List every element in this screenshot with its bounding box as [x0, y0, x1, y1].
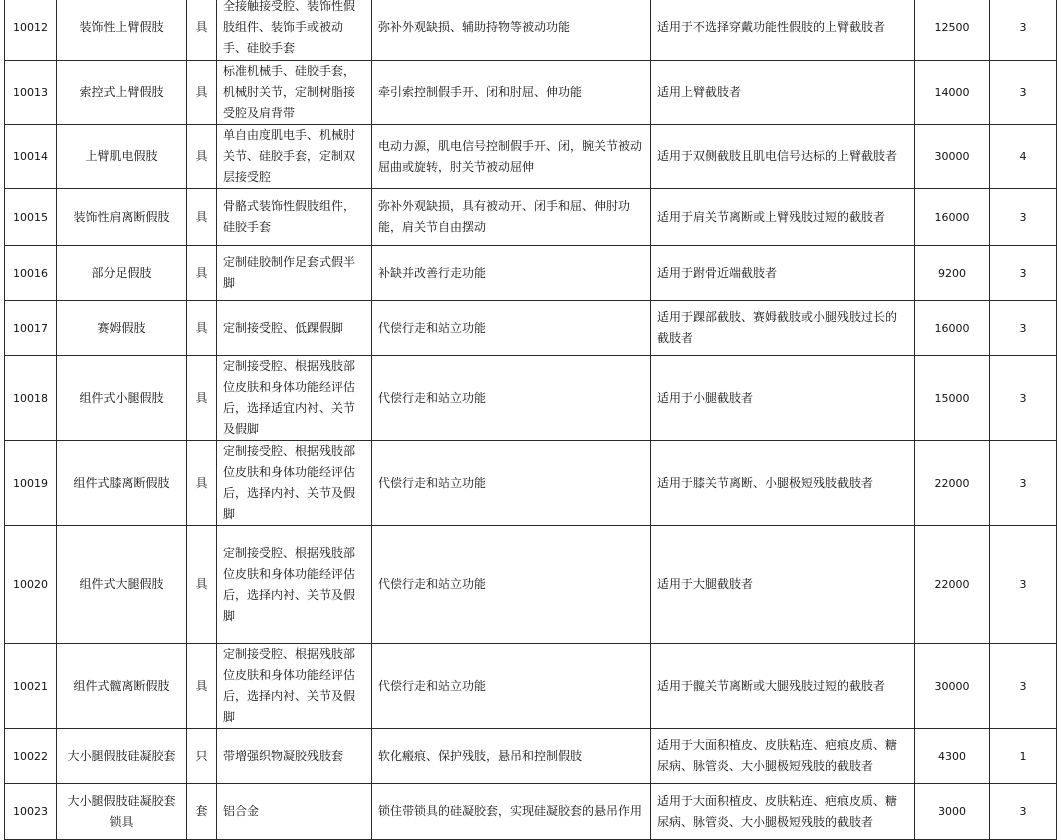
- item-name: 上臂肌电假肢: [57, 125, 187, 189]
- item-scope: 适用于小腿截肢者: [651, 356, 915, 441]
- item-unit: 具: [187, 526, 217, 644]
- table-row: [5, 301, 1057, 356]
- item-name: 大小腿假肢硅凝胶套锁具: [57, 784, 187, 840]
- item-unit: 具: [187, 644, 217, 729]
- item-price: 12500: [915, 0, 990, 61]
- item-name: 装饰性肩离断假肢: [57, 189, 187, 246]
- item-scope: 适用于大面积植皮、皮肤粘连、疤痕皮质、糖尿病、脉管炎、大小腿极短残肢的截肢者: [651, 729, 915, 784]
- item-function: 补缺并改善行走功能: [372, 246, 651, 301]
- item-name: 索控式上臂假肢: [57, 61, 187, 125]
- table-row: [5, 526, 1057, 644]
- item-function: 弥补外观缺损，具有被动开、闭手和屈、伸肘功能，肩关节自由摆动: [372, 189, 651, 246]
- item-unit: 具: [187, 356, 217, 441]
- item-price: 22000: [915, 526, 990, 644]
- item-service-life: 3: [990, 526, 1057, 644]
- item-code: 10014: [5, 125, 57, 189]
- item-scope: 适用于肩关节离断或上臂残肢过短的截肢者: [651, 189, 915, 246]
- catalog-table: [4, 0, 1057, 840]
- item-scope: 适用于大面积植皮、皮肤粘连、疤痕皮质、糖尿病、脉管炎、大小腿极短残肢的截肢者: [651, 784, 915, 840]
- next-row-continuation: [4, 827, 1057, 839]
- item-function: 代偿行走和站立功能: [372, 441, 651, 526]
- item-scope: 适用于髋关节离断或大腿残肢过短的截肢者: [651, 644, 915, 729]
- item-scope: 适用上臂截肢者: [651, 61, 915, 125]
- item-description: 定制接受腔、根据残肢部位皮肤和身体功能经评估后，选择适宜内衬、关节及假脚: [217, 356, 372, 441]
- table-row: [5, 729, 1057, 784]
- item-price: 14000: [915, 61, 990, 125]
- item-name: 大小腿假肢硅凝胶套: [57, 729, 187, 784]
- item-scope: 适用于膝关节离断、小腿极短残肢截肢者: [651, 441, 915, 526]
- item-description: 单自由度肌电手、机械肘关节、硅胶手套，定制双层接受腔: [217, 125, 372, 189]
- item-unit: 只: [187, 729, 217, 784]
- item-scope: 适用于踝部截肢、赛姆截肢或小腿残肢过长的截肢者: [651, 301, 915, 356]
- item-function: 代偿行走和站立功能: [372, 301, 651, 356]
- item-code: 10012: [5, 0, 57, 61]
- item-code: 10019: [5, 441, 57, 526]
- item-description: 带增强织物凝胶残肢套: [217, 729, 372, 784]
- item-price: 22000: [915, 441, 990, 526]
- item-function: 软化瘢痕、保护残肢，悬吊和控制假肢: [372, 729, 651, 784]
- item-price: 30000: [915, 644, 990, 729]
- item-function: 电动力源，肌电信号控制假手开、闭，腕关节被动屈曲或旋转，肘关节被动屈伸: [372, 125, 651, 189]
- item-scope: 适用于跗骨近端截肢者: [651, 246, 915, 301]
- item-name: 组件式膝离断假肢: [57, 441, 187, 526]
- item-price: 3000: [915, 784, 990, 840]
- item-code: 10015: [5, 189, 57, 246]
- item-description: 定制接受腔、根据残肢部位皮肤和身体功能经评估后，选择内衬、关节及假脚: [217, 526, 372, 644]
- item-name: 组件式髋离断假肢: [57, 644, 187, 729]
- item-description: 定制接受腔、根据残肢部位皮肤和身体功能经评估后，选择内衬、关节及假脚: [217, 441, 372, 526]
- item-code: 10023: [5, 784, 57, 840]
- item-price: 16000: [915, 189, 990, 246]
- item-name: 部分足假肢: [57, 246, 187, 301]
- item-function: 牵引索控制假手开、闭和肘屈、伸功能: [372, 61, 651, 125]
- item-price: 15000: [915, 356, 990, 441]
- item-service-life: 1: [990, 729, 1057, 784]
- item-function: 代偿行走和站立功能: [372, 526, 651, 644]
- table-row: [5, 246, 1057, 301]
- table-row: [5, 189, 1057, 246]
- item-function: 代偿行走和站立功能: [372, 644, 651, 729]
- item-service-life: 3: [990, 61, 1057, 125]
- table-row: [5, 0, 1057, 61]
- item-unit: 套: [187, 784, 217, 840]
- item-description: 定制接受腔、根据残肢部位皮肤和身体功能经评估后，选择内衬、关节及假脚: [217, 644, 372, 729]
- item-name: 赛姆假肢: [57, 301, 187, 356]
- item-price: 30000: [915, 125, 990, 189]
- table-row: [5, 441, 1057, 526]
- item-description: 骨骼式装饰性假肢组件，硅胶手套: [217, 189, 372, 246]
- item-name: 组件式大腿假肢: [57, 526, 187, 644]
- item-description: 定制硅胶制作足套式假半脚: [217, 246, 372, 301]
- item-code: 10021: [5, 644, 57, 729]
- item-unit: 具: [187, 61, 217, 125]
- item-price: 9200: [915, 246, 990, 301]
- item-description: 铝合金: [217, 784, 372, 840]
- item-description: 定制接受腔、低踝假脚: [217, 301, 372, 356]
- item-unit: 具: [187, 441, 217, 526]
- item-function: 锁住带锁具的硅凝胶套，实现硅凝胶套的悬吊作用: [372, 784, 651, 840]
- item-code: 10016: [5, 246, 57, 301]
- item-name: 装饰性上臂假肢: [57, 0, 187, 61]
- table-row: [5, 356, 1057, 441]
- item-code: 10022: [5, 729, 57, 784]
- item-name: 组件式小腿假肢: [57, 356, 187, 441]
- item-scope: 适用于不选择穿戴功能性假肢的上臂截肢者: [651, 0, 915, 61]
- item-code: 10013: [5, 61, 57, 125]
- table-row: [5, 61, 1057, 125]
- item-price: 4300: [915, 729, 990, 784]
- item-unit: 具: [187, 301, 217, 356]
- item-function: 代偿行走和站立功能: [372, 356, 651, 441]
- item-price: 16000: [915, 301, 990, 356]
- item-code: 10020: [5, 526, 57, 644]
- item-service-life: 3: [990, 356, 1057, 441]
- table-row: [5, 125, 1057, 189]
- item-unit: 具: [187, 189, 217, 246]
- table-row: [5, 644, 1057, 729]
- item-scope: 适用于大腿截肢者: [651, 526, 915, 644]
- item-unit: 具: [187, 246, 217, 301]
- item-function: 弥补外观缺损、辅助持物等被动功能: [372, 0, 651, 61]
- item-code: 10018: [5, 356, 57, 441]
- item-service-life: 3: [990, 246, 1057, 301]
- item-unit: 具: [187, 125, 217, 189]
- item-service-life: 3: [990, 189, 1057, 246]
- item-scope: 适用于双侧截肢且肌电信号达标的上臂截肢者: [651, 125, 915, 189]
- item-code: 10017: [5, 301, 57, 356]
- item-service-life: 3: [990, 0, 1057, 61]
- item-service-life: 3: [990, 301, 1057, 356]
- item-service-life: 3: [990, 784, 1057, 840]
- item-service-life: 3: [990, 441, 1057, 526]
- item-service-life: 4: [990, 125, 1057, 189]
- item-description: 全接触接受腔、装饰性假肢组件、装饰手或被动手、硅胶手套: [217, 0, 372, 61]
- item-description: 标准机械手、硅胶手套，机械肘关节，定制树脂接受腔及肩背带: [217, 61, 372, 125]
- item-service-life: 3: [990, 644, 1057, 729]
- item-unit: 具: [187, 0, 217, 61]
